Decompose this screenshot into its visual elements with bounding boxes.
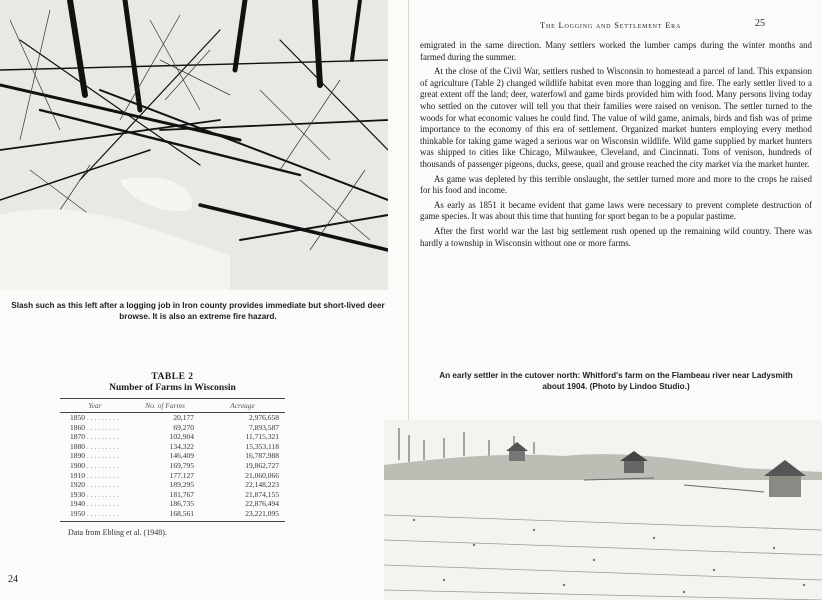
year-cell: 1900: [70, 460, 85, 470]
year-cell: 1860: [70, 422, 85, 432]
year-cell: 1940: [70, 499, 85, 509]
paragraph: At the close of the Civil War, settlers rushed to Wisconsin to homestead a parcel of land. This expansion of agriculture (Table 2) changed wildlife habitat even more than logging and fire. The early settler lived to a great extent off the land; deer, waterfowl and game birds provided him with food. Many persons living today who settled on the cutover will tell you that their families were raised on venison. The settler turned to the woods for what economic values he could find. The value of wild game, animals, birds and fish was of prime importance to the economy of this era of settlement. Organized market hunters employing every method thinkable for taking game waged a serious war on Wisconsin wildlife. Wild game supplied by market hunters was shipped to cities like Chicago, Milwaukee, Cleveland, and Cincinnati. Tons of venison, hundreds of thousands of passenger pigeons, ducks, geese, quail and grouse reached the city market via the market hunter.: [420, 66, 812, 169]
slash-photo-caption: Slash such as this left after a logging job in Iron county provides immediate but short-lived deer browse. It is also an extreme fire hazard.: [11, 301, 385, 321]
acreage-cell: 2,976,658: [249, 413, 279, 422]
farms-cell: 189,295: [169, 480, 194, 490]
body-text: [420, 40, 812, 252]
table-subtitle: Number of Farms in Wisconsin: [109, 383, 236, 393]
table-row: [60, 490, 285, 500]
year-cell: 1870: [70, 432, 85, 442]
table-row: [60, 480, 285, 490]
table-row: [60, 509, 285, 519]
table-row: [60, 451, 285, 461]
acreage-cell: 22,876,494: [245, 499, 279, 509]
settler-farm-photo: [384, 420, 822, 600]
paragraph: After the first world war the last big settlement rush opened up the remaining wild country. There was hardly a township in Wisconsin without one or more farms.: [420, 225, 812, 248]
table-row: [60, 413, 285, 423]
farms-table: [60, 372, 285, 537]
year-cell: 1890: [70, 451, 85, 461]
farms-cell: 146,409: [169, 451, 194, 461]
column-header-farms: No. of Farms: [145, 401, 185, 410]
farms-cell: 177,127: [169, 470, 194, 480]
running-head: The Logging and Settlement Era: [540, 20, 682, 30]
column-header-year: Year: [88, 401, 102, 410]
table-row: [60, 471, 285, 481]
left-page: [0, 0, 409, 600]
acreage-cell: 21,874,155: [245, 489, 279, 499]
acreage-cell: 22,148,223: [245, 480, 279, 490]
table-body: [60, 413, 285, 519]
acreage-cell: 16,787,988: [245, 451, 279, 461]
table-row: [60, 432, 285, 442]
table-row: [60, 442, 285, 452]
table-row: [60, 499, 285, 509]
year-cell: 1920: [70, 480, 85, 490]
paragraph: As early as 1851 it became evident that game laws were necessary to prevent complete destruction of game species. It was about this time that hunting for sport began to be a popular pastime.: [420, 199, 812, 222]
farm-photo-caption: An early settler in the cutover north: Whitford's farm on the Flambeau river near Ladysmith about 1904. (Photo by Lindoo Studio.): [439, 371, 793, 391]
acreage-cell: 19,862,727: [245, 460, 279, 470]
acreage-cell: 11,715,321: [245, 432, 279, 442]
farms-cell: 168,561: [169, 508, 194, 518]
acreage-cell: 7,893,587: [249, 422, 279, 432]
table-row: [60, 461, 285, 471]
year-cell: 1950: [70, 508, 85, 518]
farms-cell: 20,177: [173, 413, 194, 422]
table-title: TABLE 2: [151, 372, 194, 382]
table-row: [60, 423, 285, 433]
farms-cell: 134,322: [169, 441, 194, 451]
year-cell: 1910: [70, 470, 85, 480]
page-number-left: 24: [8, 574, 18, 585]
farms-cell: 169,795: [169, 460, 194, 470]
column-header-acreage: Acreage: [230, 401, 255, 410]
farms-cell: 181,767: [169, 489, 194, 499]
settler-farm-image: [384, 420, 822, 600]
logging-slash-image: [0, 0, 388, 290]
page-number-right: 25: [755, 18, 765, 29]
year-cell: 1880: [70, 441, 85, 451]
acreage-cell: 23,221,095: [245, 508, 279, 518]
table-header-row: [60, 398, 285, 413]
paragraph: As game was depleted by this terrible onslaught, the settler turned more and more to the crops he raised for his food and income.: [420, 173, 812, 196]
logging-slash-photo: [0, 0, 388, 290]
table-source-note: Data from Ebling et al. (1948).: [68, 527, 167, 537]
paragraph: emigrated in the same direction. Many settlers worked the lumber camps during the winter months and farmed during the summer.: [420, 40, 812, 62]
acreage-cell: 21,060,066: [245, 470, 279, 480]
farms-cell: 69,270: [173, 422, 194, 432]
table-bottom-rule: [60, 521, 285, 522]
farms-cell: 102,904: [169, 432, 194, 442]
farms-cell: 186,735: [169, 499, 194, 509]
year-cell: 1930: [70, 489, 85, 499]
acreage-cell: 15,353,118: [245, 441, 279, 451]
year-cell: 1850: [70, 413, 85, 422]
